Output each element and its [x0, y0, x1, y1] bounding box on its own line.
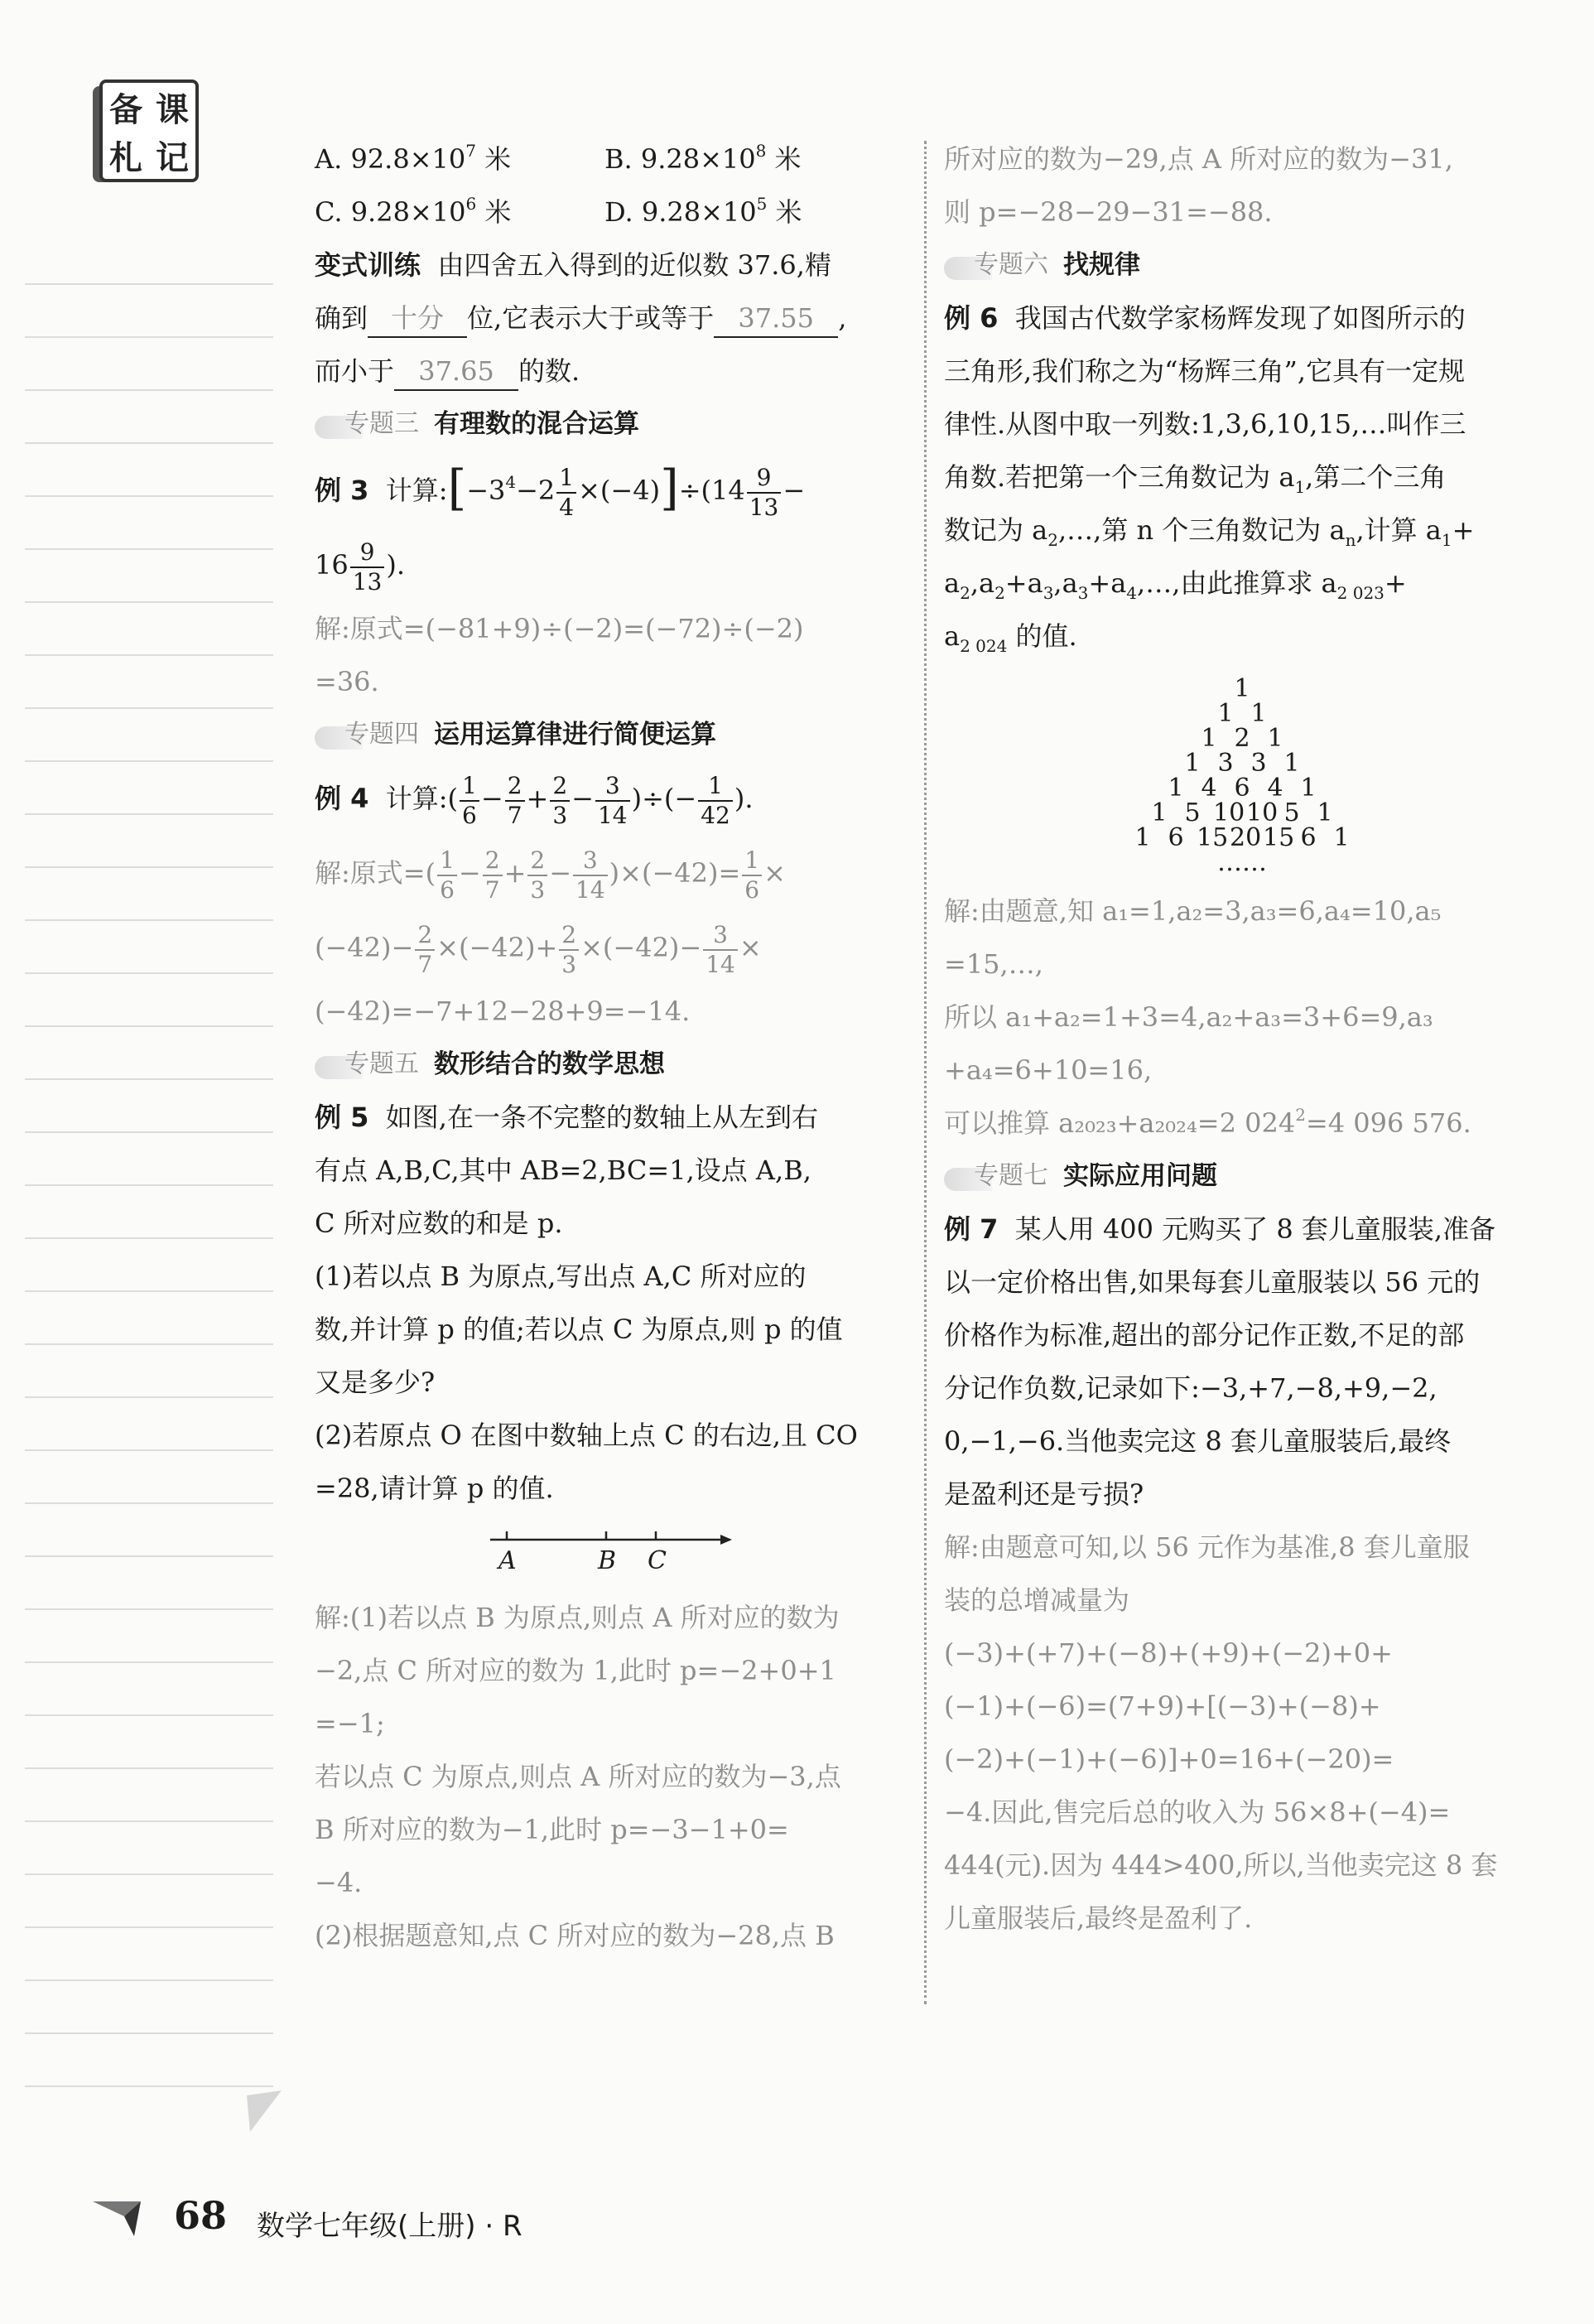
option-a: A. $92.8\times 10^7$ 米 — [315, 141, 512, 175]
triangle-number: 1 — [1333, 823, 1350, 852]
example-4-solution-2: (−42)− $\frac{2}{7}$ ×(−42)+ $\frac{2}{3}$ ×(−42)− $\frac{3}{14}$ × — [315, 920, 762, 978]
expr-text: ×(−4) — [578, 475, 661, 506]
example-3-solution: 解:原式=(−81+9)÷(−2)=(−72)÷(−2) — [315, 613, 804, 644]
example-5-line: 有点 A,B,C,其中 AB=2,BC=1,设点 A,B, — [315, 1155, 811, 1186]
answer-blank: 十分 — [368, 300, 467, 338]
expr-text: )÷(− — [631, 783, 697, 814]
example-7-line: 分记作负数,记录如下:−3,+7,−8,+9,−2, — [944, 1372, 1437, 1404]
example-7-solution: 444(元).因为 444>400,所以,当他卖完这 8 套 — [944, 1849, 1498, 1881]
fraction: $\frac{2}{3}$ — [527, 846, 547, 904]
option-c: C. $9.28\times 10^6$ 米 — [315, 194, 512, 228]
book-title: 数学七年级(上册) · R — [257, 2210, 523, 2243]
example-5-line: =28,请计算 p 的值. — [315, 1473, 554, 1504]
example-7-line: 以一定价格出售,如果每套儿童服装以 56 元的 — [944, 1266, 1481, 1298]
fraction: $\frac{2}{7}$ — [483, 846, 503, 904]
fraction: $\frac{1}{42}$ — [698, 772, 733, 830]
example-3-line-1 — [315, 451, 911, 528]
variant-line-2 — [315, 292, 911, 345]
topic-5-header — [315, 1038, 911, 1091]
triangle-number: 1 — [1201, 724, 1217, 753]
expr-text: − — [783, 475, 806, 506]
example-6-line — [944, 292, 1540, 345]
example-7-line: 价格作为标准,超出的部分记作正数,不足的部 — [944, 1319, 1465, 1351]
topic-tag: 专题四 — [315, 708, 419, 761]
triangle-number: 15 — [1197, 823, 1229, 852]
example-6-line: 数记为 $a_2,\dots$,第 n 个三角数记为 $a_n$,计算 $a_1+$ — [944, 514, 1475, 550]
point-label-b: B — [598, 1546, 617, 1575]
example-5-solution: −2,点 C 所对应的数为 1,此时 p=−2+0+1 — [315, 1655, 836, 1686]
topic-7-header — [944, 1150, 1540, 1203]
example-6-solution: =15,…, — [944, 948, 1043, 980]
variant-text: 确到 — [315, 302, 368, 334]
expr-text: ÷(14 — [678, 475, 745, 506]
topic-title: 找规律 — [1063, 250, 1140, 280]
example-5-solution: −4. — [315, 1867, 363, 1898]
example-7-solution: (−1)+(−6)=(7+9)+[(−3)+(−8)+ — [944, 1690, 1381, 1722]
expr-text: ). — [386, 549, 406, 581]
options-row-1 — [315, 133, 911, 186]
topic-tag: 专题三 — [315, 398, 419, 451]
triangle-number: 1 — [1283, 749, 1300, 778]
triangle-number: 5 — [1184, 798, 1201, 827]
fraction: $\frac{9}{13}$ — [747, 464, 782, 522]
note-lines — [25, 232, 273, 2137]
example-6-line: 律性.从图中取一列数:1,3,6,10,15,…叫作三 — [944, 408, 1466, 440]
exponent: 4 — [505, 472, 517, 492]
example-5-line — [315, 1091, 911, 1144]
triangle-number: 1 — [1217, 699, 1234, 728]
option-b: B. $9.28\times 10^8$ 米 — [604, 141, 802, 175]
expr-text: −3 — [466, 475, 506, 506]
expr-text: −2 — [516, 475, 556, 506]
example-label: 例 4 — [315, 783, 369, 814]
variant-line-3 — [315, 345, 911, 398]
variant-label: 变式训练 — [315, 249, 421, 281]
topic-tag: 专题六 — [944, 239, 1048, 292]
triangle-number: 3 — [1250, 749, 1267, 778]
variant-text: 的数. — [518, 355, 580, 387]
fraction: $\frac{1}{6}$ — [437, 846, 457, 904]
variant-text: , — [838, 302, 847, 334]
variant-text: 而小于 — [315, 355, 395, 387]
variant-text: 由四舍五入得到的近似数 37.6,精 — [437, 249, 831, 281]
topic-tag: 专题五 — [315, 1038, 419, 1091]
bracket-close: ] — [660, 460, 679, 516]
topic-6-header — [944, 239, 1540, 292]
fraction: $\frac{1}{6}$ — [460, 772, 479, 830]
fraction: $\frac{1}{4}$ — [556, 464, 576, 522]
example-5-line: (2)若原点 O 在图中数轴上点 C 的右边,且 CO — [315, 1420, 858, 1451]
example-5-line: C 所对应数的和是 p. — [315, 1208, 563, 1239]
fraction: $\frac{3}{14}$ — [703, 921, 738, 979]
topic-title: 实际应用问题 — [1063, 1161, 1217, 1191]
example-3-line-2 — [315, 528, 911, 602]
triangle-number: 20 — [1230, 823, 1262, 852]
column-divider — [924, 141, 927, 2004]
example-6-line: 三角形,我们称之为“杨辉三角”,它具有一定规 — [944, 355, 1466, 387]
fraction: $\frac{3}{14}$ — [595, 772, 630, 830]
triangle-number: 1 — [1300, 774, 1317, 803]
topic-4-header — [315, 708, 911, 761]
options-row-2 — [315, 186, 911, 239]
triangle-number: 1 — [1317, 798, 1333, 827]
example-3-solution: =36. — [315, 666, 379, 697]
triangle-number: 6 — [1300, 823, 1317, 852]
page-number: 68 — [174, 2193, 228, 2238]
variant-text: 位,它表示大于或等于 — [467, 302, 715, 334]
example-7-line: 是盈利还是亏损? — [944, 1478, 1144, 1510]
topic-title: 有理数的混合运算 — [434, 409, 639, 439]
example-5-solution: 若以点 C 为原点,则点 A 所对应的数为−3,点 — [315, 1761, 841, 1792]
example-6-line: $a_{2 024}$ 的值. — [944, 620, 1077, 656]
example-label: 例 3 — [315, 475, 369, 506]
example-5-solution-cont: 所对应的数为−29,点 A 所对应的数为−31, — [944, 143, 1453, 175]
example-4-solution-3: (−42)=−7+12−28+9=−14. — [315, 996, 691, 1027]
fraction: $\frac{3}{14}$ — [573, 846, 608, 904]
problem-text: 如图,在一条不完整的数轴上从左到右 — [385, 1102, 818, 1133]
problem-text: 我国古代数学家杨辉发现了如图所示的 — [1014, 302, 1466, 334]
topic-3-header — [315, 398, 911, 451]
number-line-figure — [315, 1521, 911, 1588]
logo-char: 备 — [109, 90, 142, 129]
fraction: $\frac{2}{3}$ — [559, 921, 579, 979]
example-5-line: (1)若以点 B 为原点,写出点 A,C 所对应的 — [315, 1261, 807, 1292]
triangle-number: 1 — [1234, 674, 1250, 703]
example-7-solution: (−2)+(−1)+(−6)]+0=16+(−20)= — [944, 1743, 1394, 1775]
example-5-solution: 解:(1)若以点 B 为原点,则点 A 所对应的数为 — [315, 1602, 840, 1633]
bracket-open: [ — [447, 460, 467, 516]
example-7-solution: 装的总增减量为 — [944, 1584, 1130, 1616]
example-7-solution: −4.因此,售完后总的收入为 56×8+(−4)= — [944, 1796, 1451, 1828]
triangle-number: 5 — [1283, 798, 1300, 827]
example-5-solution: (2)根据题意知,点 C 所对应的数为−28,点 B — [315, 1920, 835, 1951]
logo-char: 课 — [156, 90, 189, 129]
answer-blank: 37.65 — [394, 353, 518, 391]
fraction: $\frac{9}{13}$ — [350, 538, 385, 596]
triangle-number: 1 — [1184, 749, 1201, 778]
answer-blank: 37.55 — [714, 300, 838, 338]
logo-char: 记 — [156, 138, 189, 177]
example-6-solution: 所以 a₁+a₂=1+3=4,a₂+a₃=3+6=9,a₃ — [944, 1001, 1433, 1033]
example-5-solution-cont: 则 p=−28−29−31=−88. — [944, 196, 1273, 228]
example-4-line: 例 4 计算:( $\frac{1}{6}$ − $\frac{2}{7}$ + $\frac{2}{3}$ − $\frac{3}{14}$ )÷(− $\frac{1}{42}$ ). — [315, 771, 754, 829]
topic-title: 数形结合的数学思想 — [434, 1049, 665, 1079]
example-6-solution: 可以推算 a₂₀₂₃+a₂₀₂₄=2 $024^2=4$ 096 576. — [944, 1105, 1471, 1139]
point-label-c: C — [648, 1546, 667, 1575]
variant-line-1 — [315, 239, 911, 292]
expr-text: ). — [734, 783, 754, 814]
triangle-number: 1 — [1250, 699, 1267, 728]
triangle-number: 1 — [1134, 823, 1151, 852]
triangle-number: 1 — [1267, 724, 1283, 753]
topic-title: 运用运算律进行简便运算 — [434, 720, 716, 750]
problem-text: 某人用 400 元购买了 8 套儿童服装,准备 — [1014, 1213, 1496, 1245]
triangle-continuation: …… — [1217, 848, 1267, 877]
expr-text: 16 — [315, 549, 349, 581]
example-4-solution-1: 解:原式=( $\frac{1}{6}$ − $\frac{2}{7}$ + $\frac{2}{3}$ − $\frac{3}{14}$ )×(−42)= $\frac{1}{6}$ × — [315, 846, 786, 904]
fraction: $\frac{2}{7}$ — [415, 921, 435, 979]
number-line-arrow — [720, 1535, 732, 1545]
yanghui-triangle — [944, 674, 1540, 877]
triangle-number: 1 — [1168, 774, 1184, 803]
expr-text: 计算:( — [385, 783, 459, 814]
example-7-line: 0,−1,−6.当他卖完这 8 套儿童服装后,最终 — [944, 1425, 1452, 1457]
triangle-number: 4 — [1201, 774, 1217, 803]
logo-char: 札 — [109, 138, 142, 177]
triangle-number: 4 — [1267, 774, 1283, 803]
right-column — [944, 133, 1540, 1945]
triangle-number: 6 — [1168, 823, 1184, 852]
triangle-number: 15 — [1263, 823, 1295, 852]
example-6-line: 角数.若把第一个三角数记为 $a_1$,第二个三角 — [944, 461, 1447, 497]
example-5-line: 又是多少? — [315, 1367, 436, 1398]
triangle-number: 10 — [1246, 798, 1279, 827]
example-6-line: $a_2,a_2+a_3,a_3+a_4,\dots$,由此推算求 $a_{2 023}+$ — [944, 567, 1407, 603]
fraction: $\frac{2}{3}$ — [550, 772, 570, 830]
corner-fold-icon — [245, 2087, 287, 2137]
expr-text: 计算: — [385, 475, 448, 506]
example-label: 例 7 — [944, 1213, 999, 1245]
triangle-number: 6 — [1234, 774, 1250, 803]
fraction: $\frac{2}{7}$ — [505, 772, 525, 830]
example-7-solution: 解:由题意可知,以 56 元作为基准,8 套儿童服 — [944, 1531, 1470, 1563]
point-label-a: A — [498, 1546, 517, 1575]
example-5-solution: B 所对应的数为−1,此时 p=−3−1+0= — [315, 1814, 789, 1845]
option-d: D. $9.28\times 10^5$ 米 — [604, 194, 802, 228]
left-column — [315, 133, 911, 1962]
example-5-line: 数,并计算 p 的值;若以点 C 为原点,则 p 的值 — [315, 1314, 843, 1345]
triangle-number: 2 — [1234, 724, 1250, 753]
triangle-number: 10 — [1213, 798, 1245, 827]
triangle-number: 3 — [1217, 749, 1234, 778]
triangle-number: 1 — [1151, 798, 1168, 827]
notes-logo — [99, 80, 199, 182]
example-7-solution: 儿童服装后,最终是盈利了. — [944, 1902, 1253, 1934]
fraction: $\frac{1}{6}$ — [742, 846, 762, 904]
example-label: 例 5 — [315, 1102, 369, 1133]
example-label: 例 6 — [944, 302, 999, 334]
footer-ornament-icon — [91, 2193, 166, 2243]
example-7-line — [944, 1203, 1540, 1256]
example-6-solution: +a₄=6+10=16, — [944, 1054, 1153, 1086]
topic-tag: 专题七 — [944, 1150, 1048, 1203]
example-6-solution: 解:由题意,知 a₁=1,a₂=3,a₃=6,a₄=10,a₅ — [944, 895, 1442, 927]
example-5-solution: =−1; — [315, 1708, 385, 1739]
example-7-solution: (−3)+(+7)+(−8)+(+9)+(−2)+0+ — [944, 1637, 1393, 1669]
